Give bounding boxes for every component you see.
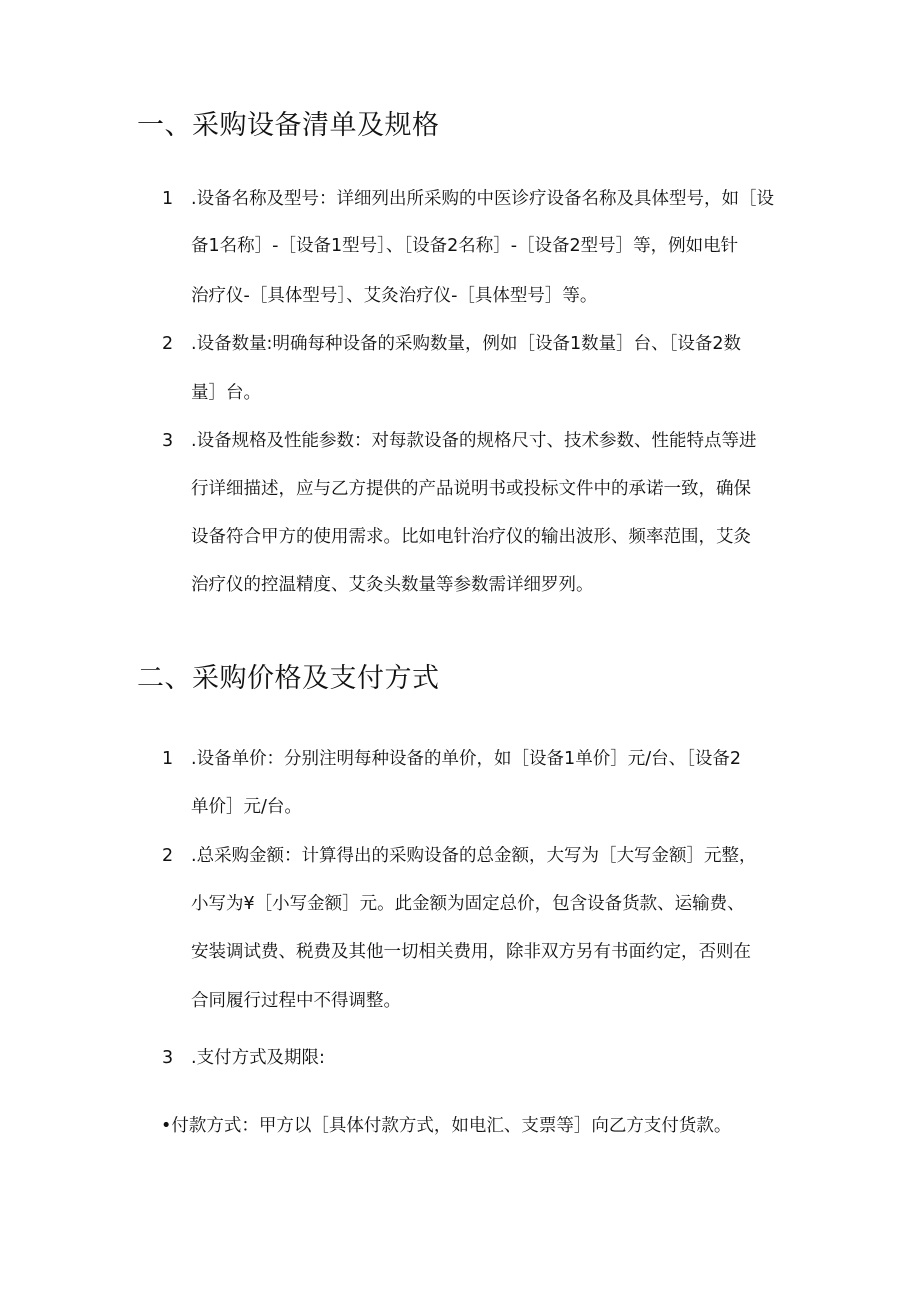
item-text-line: .设备单价：分别注明每种设备的单价，如［设备1单价］元/台、［设备2 — [191, 749, 741, 769]
item-text-line: 合同履行过程中不得调整。 — [191, 991, 401, 1011]
item-text-line: .设备规格及性能参数：对每款设备的规格尺寸、技术参数、性能特点等进 — [191, 431, 757, 451]
item-number: 2 — [162, 846, 174, 866]
item-text-line: 备1名称］-［设备1型号］、［设备2名称］-［设备2型号］等，例如电针 — [191, 236, 739, 256]
item-text-line: 量］台。 — [191, 383, 261, 403]
item-text-line: 行详细描述，应与乙方提供的产品说明书或投标文件中的承诺一致，确保 — [191, 479, 751, 499]
section-heading-2: 二、采购价格及支付方式 — [137, 663, 440, 694]
item-text-line: 小写为¥［小写金额］元。此金额为固定总价，包含设备货款、运输费、 — [191, 894, 745, 914]
item-number: 3 — [162, 431, 174, 451]
item-text-line: 设备符合甲方的使用需求。比如电针治疗仪的输出波形、频率范围，艾灸 — [191, 527, 751, 547]
item-number: 1 — [162, 189, 174, 209]
item-text-line: .设备数量:明确每种设备的采购数量，例如［设备1数量］台、［设备2数 — [191, 334, 741, 354]
bullet-line: •付款方式：甲方以［具体付款方式，如电汇、支票等］向乙方支付货款。 — [161, 1116, 732, 1136]
item-text-line: .总采购金额：计算得出的采购设备的总金额，大写为［大写金额］元整， — [191, 846, 757, 866]
item-number: 1 — [162, 749, 174, 769]
item-text-line: .支付方式及期限: — [191, 1048, 325, 1068]
item-text-line: 治疗仪的控温精度、艾灸头数量等参数需详细罗列。 — [191, 575, 594, 595]
item-text-line: 治疗仪-［具体型号］、艾灸治疗仪-［具体型号］等。 — [191, 286, 598, 306]
item-number: 2 — [162, 334, 174, 354]
item-text-line: 安装调试费、税费及其他一切相关费用，除非双方另有书面约定，否则在 — [191, 942, 751, 962]
item-text-line: .设备名称及型号：详细列出所采购的中医诊疗设备名称及具体型号，如［设 — [191, 189, 775, 209]
item-text-line: 单价］元/台。 — [191, 797, 302, 817]
item-number: 3 — [162, 1048, 174, 1068]
section-heading-1: 一、采购设备清单及规格 — [137, 110, 440, 141]
